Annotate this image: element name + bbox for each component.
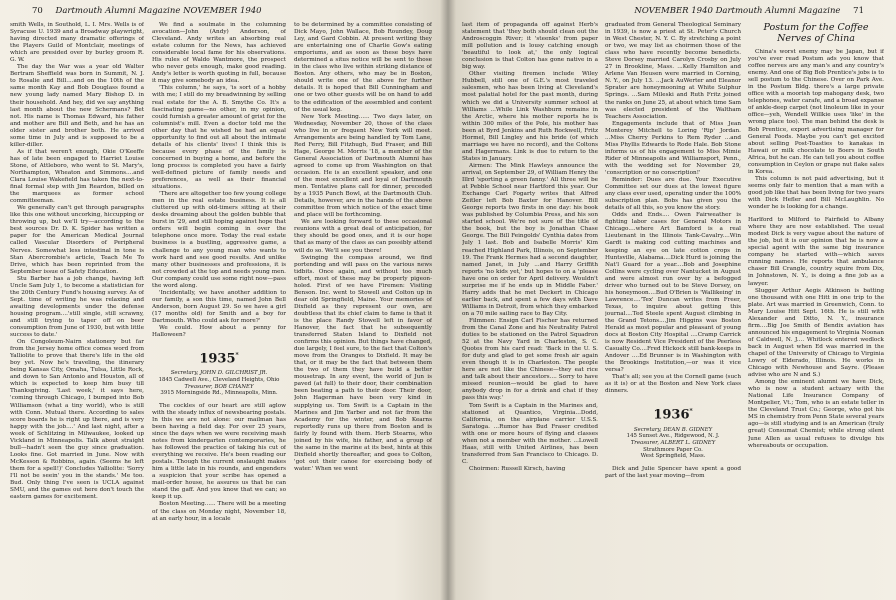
class-year: 1936*	[653, 407, 693, 423]
paragraph: New York Meeting...... Two days later, on Wednesday, November 20, those of the class who live in or frequent New York will meet. Arrangements are being handled by Tom Lane, Red Ferry, Bill Fitzhugh, Bud Fraser, and Bill Hage, George M. Morris '18, a member of the General Association of Dartmouth Alumni has agreed to come up from Washington on that occasion. He is an excellent speaker, and one of the most excellent and loyal of Dartmouth men. Tentative plans call for dinner, preceded by a 1935 Punch Bowl, at the Dartmouth Club. Details, however, are in the hands of the above committee from which notice of the exact time and place will be forthcoming.	[294, 113, 432, 219]
right-column-2	[605, 22, 741, 594]
paragraph: Odds and Ends.... Owen Fairweather is fighting labor cases for General Motors in Chicago....where Art Bamford is a real Lieutenant in the Illinois Tank-Cavalry....Win Gardt is making cod cutting machines and keeping an eye on late cotton crops in Huntsville, Alabama....Dick Hurd is joining the Nat'l Guard for a year....Bob and Josephine Collins were cycling over Nantucket in August and were almost run over by a befogged driver who turned out to be Steve Dorsey, on his honeymoon....Bud O'Brien is 'Wallikeing' in Lawrence....'Tex' Duncan writes from Freer, Texas, to inquire about getting this journal....Ted Steele spent August climbing in the Grand Tetons....Jim Higgins was Boston Herald as most popular and pleasant of young docs at Boston City Hospital ....Cramp Carrick is now Resident Vice President of the Peerless Casualty Co....Fred Hickock still bank-keeps in Andover ....Ed Brunner is in Washington with the Brookings Institution,—or was it vice versa?	[605, 212, 741, 374]
left-column-1	[10, 22, 144, 594]
paragraph: Among the eminent alumni we have Dick, who is now a student actuary with the National Life Insurance Company of Montpelier, Vt.; Tom, who is an estate teller in the Cleveland Trust Co.; George, who got his MS in chemistry from Penn State several years ago—is still studying and is an American (truly great) Consumat Chemist; while strong silent June Allen as usual refuses to divulge his whereabouts or occupation.	[748, 379, 884, 449]
paragraph: Tom Swift is a Captain in the Marines and, stationed at Quantico, Virginia...Dodd, California, on the airplane carrier U.S.S. Saratoga. ...Rumor has Bud Fraser credited with one or more hours of flying and classes when not a member with the mother. ...Lowell Haas, still with United Airlines, has been transferred from San Francisco to Chicago. D. C.	[462, 402, 598, 465]
class-secretary: Secretary, DEAN B. GIDNEY	[633, 426, 713, 433]
secretary-address: 145 Sunset Ave., Ridgewood, N. J.	[626, 433, 720, 440]
paragraph: smith Wells, in Southold, L. I. Mrs. Wells is of Syracuse U. 1939 and a Broadway playwright, having directed many dramatic offerings of the Players Guild of Montclair, meetings of which are presided over by burley groom R. G. W.	[10, 22, 144, 64]
right-column-1	[462, 22, 598, 594]
right-running-title: NOVEMBER 1940 Dartmouth Alumni Magazine	[634, 6, 841, 16]
paragraph: Stu Barber has a job change, having left Uncle Sam July 1, to become a statistician for the 20th Century Fund's housing survey. As of Sept. time of writing he was relaxing and awaiting developments under the defense housing program....'still single, still scrawny, and still trying to taper off on beer consumption from June of 1930, but with little success to date.'	[10, 275, 144, 339]
right-running-head	[634, 6, 874, 16]
class-treasurer: Treasurer, ALBERT L. GIDNEY	[630, 440, 716, 446]
paragraph: The day the War was a year old Walter Bertram Sheffield was born in Summit, N. J. to Rosalie and Bill....and on the 10th of the same month Kay and Bob Douglass found a new young lady named Mary Bishop D. in their household. And hey, did we say anything last month about the new Schermans? Bet not. His name is Thomas Edward, his father and mother are Bill and Beth, and he has an older sister and brother both. He arrived some time in July and is supposed to be a killer-diller.	[10, 64, 144, 148]
paragraph: Choirmen: Russell Kirsch, having	[469, 465, 566, 472]
paragraph: We could. How about a penny for Halloween?	[152, 325, 286, 339]
class-secretary: Secretary, JOHN D. GILCHRIST JR.	[170, 370, 268, 377]
article-title: Postum for the Coffee Nerves of China	[763, 22, 869, 44]
paragraph: China's worst enemy may be Japan, but if you've ever read Postum ads you know that coffee nerves are any man's and any country's enemy. And one of Big Bob Prentice's jobs is to sell postum to the Chinese. Over on Park Ave. in the Postum Bldg. there's a large private office with a moorish top mahogany desk, two telephones, water carafe, and a broad expanse of ankle-deep carpet (not linoleum like in your office—yeh, Wendell Willkie uses 'like' in the wrong place too). The man behind the desk is Bob Prentice, export advertising manager for General Foods. Maybe you can't get excited about selling Post-Toasties to kanakas in Hawaii or milk chocolate to Boers in South Africa, but he can. He can tell you about coffee consumption in Ceylon or grape nut flake sales in Korea.	[748, 49, 884, 175]
class-1936-heading	[605, 405, 741, 422]
paragraph: graduated from General Theological Seminary in 1939, is now a priest at St. Peter's Church in West Chester, N. Y. C. By stretching a point or two, we may list as choirmen those of the class who have recently become benedicts. Steve Dorsey married Carolyn Crosby on July 27 in Brookline, Mass. ...Kelly Hamilton and Arlene Van Heusen were married in Corning, N. Y., on July 13. ...Jack AuWerter and Eleanor Sprater are honeymooning at White Sulphur Springs. ...Sam Mileski and Ruth Fritz joined the ranks on June 25, at about which time Sam was elected president of the Waltham Teachers Association.	[605, 22, 741, 120]
paragraph: As if that weren't enough, Okie O'Keeffe has of late been engaged to Harriet Louise Stone, of Attleboro, who went to St. Mary's, Northampton, Wheaton and Simmons....and Clara Louise Wakefield has taken the next-to-final formal step with Jim Reardon, billed on the marquees as former school committeeman.	[10, 148, 144, 205]
paragraph: Engagements include that of Miss Jean Monterey Mitchell to Loring 'Rip' Jordan. ...Miss Cherry Perkins to Rem Ryder ...and Miss Phyllis Edwards to Rode Hale. Bob Stone informs us of his engagement to Miss Mimie Rider of Minneapolis and Williamsport, Penn., with the wedding set for November 29, 'conscription or no conscription!'	[605, 120, 741, 176]
class-treasurer: Treasurer, BOB CHANEY	[184, 383, 254, 390]
paragraph: We are looking forward to these occasional reunions with a great deal of anticipation, for they should be good ones, and it is our hope that as many of the class as can possibly attend will do so. We'll see you there!	[294, 219, 432, 254]
class-1935-heading	[152, 349, 286, 366]
paragraph: Swinging the compass around, we find portending and will pass on the various news tidbits. Once again, and without too much effort, most of these may be properly pigeon-holed. First of we have Firemen: Visiting Benson. Inc. went to Stowell and Colton up in dear old Springfield, Maine. Your memories of Dixfield as they represent our own, are doubtless that its chief claim to fame is that it is the place Randy Stowell left in favor of Hanover, the fact that he subsequently transferred Staten Island to Dixfield not confirms this opinion. But things have changed, due largely, I feel sure, to the fact that Colton's move from the Oranges to Dixfield. It may be that, or it may be the fact that between them the two of them they have build a better mousetrap. In any event, the world of Jun is paved (at full) to their door, their combination been beating a path to their door. Their door, John Hagerman have been very kind in supplying us. Tom Swift is a Captain in the Marines and Jim Yarber and not far from the Academy for the winter, and Bob Kearns reportedly runs up there from Boston and is fairly ly found with them. Herb Stearns, who joined by his wife, his father, and a group of the same in the marine at its best, hints at this Dixfield shortly thereafter, and goes to Colton, 'got out their canoe for exercising body of water.' When we went	[294, 254, 432, 472]
paragraph: to be determined by a committee consisting of Dick Mayo, John Wallace, Bob Roundey, Doug Ley, and Gard Cobbin. At present writing they are entertaining one of Charlie Gow's eating emporiums, and as soon as these boys have determined a situs notice will be sent to those in the class who live within striking distance of Boston. Any others, who may be in Boston, should write one of the above for further details. It is hoped that Bill Cunningham and one or two other guests will be on hand to add to the edification of the assembled and content of the usual keg.	[294, 22, 432, 113]
paragraph: Reminder: Dues are due. Your Executive Committee set our dues at the lowest figure any class ever used, operating under the 100% subscription plan. Bobs has given you the details of all this, so you know the story.	[605, 177, 741, 212]
paragraph: That's all; see you at the Cornell game (such as it is) or at the Boston and New York class dinners.	[605, 374, 741, 395]
class-year: 1935*	[199, 351, 239, 367]
paragraph: 'This column,' he says, 'is sort of a hobby with me; I still do my breadwinning by selling real estate for the A. B. Smythe Co. It's a fascinating game—no other, in my opinion, could furnish a greater amount of grist for the columnist's mill. Even a doctor told me the other day that he wished he had an equal opportunity to find out all about the intimate details of his clients' lives! I think this is because every phase of the family is concerned in buying a home, and before the long process is completed you have a fairly well-defined picture of family needs and preferences, as well as their financial situations.	[152, 85, 286, 191]
binding-gutter	[440, 0, 456, 600]
paragraph: 'Incidentally, we have another addition to our family, a son this time, named John Bell Anderson, born August 29. So we have a girl (17 months old) for Smith and a boy for Dartmouth. Who could ask for more?'	[152, 289, 286, 324]
paragraph: 'There are altogether too few young college men in the real estate business. It is all cluttered up with old-timers sitting at their desks dreaming about the golden bubble that burst in '29, and still hoping against hope that orders will begin coming in over the telephone once more. Today the real estate business is a bustling, aggressive game, a challenge to any young man who wants to work hard and see good results. And unlike many other businesses and professions, it is not crowded at the top and needs young men. Our company could use some right now—pass the word along.	[152, 191, 286, 289]
left-column-3	[294, 22, 432, 594]
paragraph: last item of propaganda off against Herb's statement that 'they both should clean out the Androscoggin River; it 'steenks' from paper mill pollution and is lousy catching enough 'beautiful to look at,' the only logical conclusion is that Colton has gone native in a big way.	[462, 22, 598, 71]
paragraph: Boston Meeting...... There will be a meeting of the class on Monday night, November 18, at an early hour, in a locale	[152, 501, 286, 522]
paragraph: We generally can't get through paragraphs like this one without uncorking, hiccupping or throwing up, but we'll try—according to the best sources Dr. D. K. Spider has written a paper for the American Medical Journal called Vascular Disorders of Peripheral Nerves. Somewhat less intestinal in tone is Stan Abercrombie's article, Teach Me To Drive, which has been reprinted from the September issue of Safety Education.	[10, 205, 144, 275]
paragraph: We find a soulmate in the columning avocation—John (Andy) Anderson, of Cleveland. Andy writes an absorbing real estate column for the News, has achieved considerable local fame for his observations. His rules of Waldo Wantmore, the prospect who never gets enough, make good reading. Andy's letter is worth quoting in full, because it may give somebody an idea.	[152, 22, 286, 85]
paragraph: Filmmen: Ensign Carl Fischer has returned from the Canal Zone and his Neutrality Patrol duties to be stationed on the Patrol Squadron 52 at the Navy Yard in Charleston, S. C. Quotes from his card read: 'Back in the U. S. for duty and glad to get some fresh air again even though it is in Charleston. The people here are not like the Chinese—they eat rice and talk about their ancestors.... Sorry to have missed reunion—would be glad to have anybody drop in for a drink and chat if they pass this way.'	[462, 317, 598, 402]
left-page-number: 70	[32, 6, 43, 16]
secretary-address: 1845 Cadwell Ave., Cleveland Heights, Ohio	[158, 377, 280, 384]
treasurer-address-line-1: Strathmore Paper Co.	[643, 446, 703, 453]
paragraph: Harlford to Milford to Fairfield to Albany where they are now established. The usual modest Dick is very vague about the nature of the job, but it is our opinion that he is now a special agent with the same big insurance company he started with—which saves running names. He reports that ambulance chaser Bill Crangle, country squire from Dix, in Johnstown, N. Y., is doing a fine job as a lawyer.	[748, 217, 884, 287]
paragraph: On Congoleum-Nairn stationery but far from the Jersey home office comes word from Yalliolite to prove that there's life in the old boy yet. Now he's traveling, the itinerary being Kansas City, Omaha, Tulsa, Little Rock, and down to San Antonio and Houston, all of which is expected to keep him busy till Thanksgiving. 'Last week,' it says here, 'coming through Chicago, I bumped into Bob Williamson (what a tiny world), who is still with Conn. Mutual there. According to sales score boards he is right up there, and is very happy with the job....' And last night, after a week of Schlitzing in Milwaukee, looked up Vickland in Minneapolis. Talk about straight bull—hadn't seen the guy since graduation. Looks fine. Got married in June. Now with McKesson & Robbins, again. (Seems he left them for a spell!)' Concludes Yalliolite: 'Sorry I'll not be seein' you in the stands.' Me too. Bud. Only thing I've seen is UCLA against SMU, and the games out here don't touch the eastern games for excitement.	[10, 339, 144, 501]
treasurer-address-line-2: West Springfield, Mass.	[640, 453, 706, 460]
paragraph: Dick and Julie Spencer have spent a good part of the last year moving—from	[605, 465, 741, 479]
paragraph: Airmen: The Mink Hawleys announce the arrival, on September 29, of William Henry the Illrd 'sporting a green fanny.' All three will be at Pebble School near Hartford this year. Our Exchange Carl Fogarty writes that Alfred Zeitler left Bob Baxter for Hanover. Bill George reports two firsts in one day: his book was published by Columbia Press, and his son started school. We're not sure of the title of the book, but the boy is Jonathan Chase George. The Bill Feingolds' Cynthia dates from July 1 last. Bob and Isabelle Morris' Kim reached Highland Park, Illinois, on September 19. The Frank Hermes had a second daughter, named Janet, in July ...and Harry Griffith reports 'no kids yet,' but hopes to on a 'please have one on order for April delivery. Wouldn't surprise me if he ends up in Middle Faber.' Harry adds that he met Deckert in Chicago earlier back, and spent a few days with Dave Williams in Detroit, from which they embarked on a 70 mile sailing race to Bay City.	[462, 162, 598, 317]
treasurer-address: 3915 Morningside Rd., Minneapolis, Minn.	[160, 390, 278, 397]
paragraph: The cockles of our heart are still aglow with the steady influx of newsbearing postals. In this we are not alone: our mailman has been having a field day. For over 25 years, since the days when we were receiving mash notes from kindergarten contemporaries, he has followed the practice of taking his cut of everything we receive. He's been reading our postals. Though the current onslaught makes him a little late in his rounds, and engenders a suspicion that your scribe has opened a mail-order house, he assures us that he can stand the gaff. And you know that we can; so keep it up.	[152, 402, 286, 501]
paragraph: Other visiting firemen include Wiley Hubbell, still one of G.E.'s most traveled salesmen, who has been living at Cleveland's most palatial hotel for the past month, during which we did a University summer school at Williams ...While Link Washburn remains in the Arctic, where his mother reports he is within 300 miles of the Pole, his mother has been at Byrd Jenkins and Ruth Rockwell, Fritz Hormel, Bill Lingley and his bride (of which marriage we have no record), and the Coltons and Hagermans. Link is due to return to the States in January.	[462, 71, 598, 162]
right-column-3	[748, 22, 884, 594]
right-page-number: 71	[853, 6, 864, 16]
left-running-title: Dartmouth Alumni Magazine NOVEMBER 1940	[55, 6, 262, 16]
right-page	[448, 0, 896, 600]
paragraph: Slugger Arthur Aegis Atkinson is batting one thousand with one Hitt in one trip to the plate. Art was married in Greenwich, Conn. to Mary Louise Hitt Sept. 16th. He is still with Alexander and Ditto, N. Y., insurance firm....Big Joe Smith of Bendix aviation has announced his engagement to Virginia Noonan of Caldwell, N. J.... Whitlock entered wedlock back in August when Ed was married in the chapel of the University of Chicago to Virginia Lowry of Elderado, Illinois. He works in Chicago with Newhouse and Sayre. (Please advise who are N and S.)	[748, 287, 884, 379]
left-running-head	[22, 6, 262, 16]
left-column-2	[152, 22, 286, 594]
paragraph: This column is not paid advertising, but it seems only fair to mention that a man with a good job like that has been living for two years with Dick Hefler and Bill McLaughlin. No wonder he is looking for a change.	[748, 175, 884, 211]
